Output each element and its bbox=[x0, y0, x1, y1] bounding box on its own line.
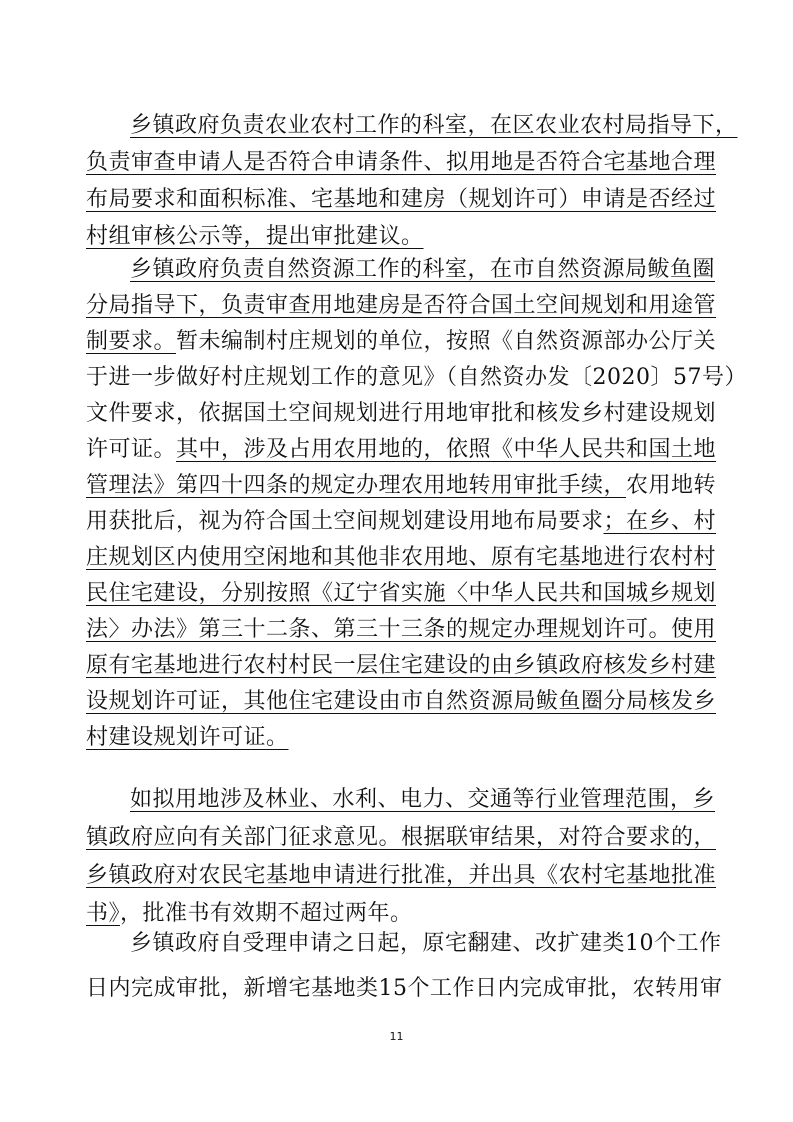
text-line bbox=[86, 112, 750, 140]
underlined-text: 乡镇政府对农民宅基地申请进行批准，并出具《农村宅基地批准 bbox=[86, 863, 717, 888]
text-segment: ，批准书有效期不超过两年。 bbox=[120, 901, 413, 926]
text-line bbox=[86, 472, 717, 500]
text-line bbox=[86, 688, 717, 716]
underlined-text: 负责审查申请人是否符合申请条件、拟用地是否符合宅基地合理 bbox=[86, 150, 717, 175]
text-segment: 用获批后，视为符合国土空间规划建设用地布局要求 bbox=[86, 509, 604, 534]
text-line bbox=[86, 436, 717, 464]
underlined-text: 乡镇政府负责农业农村工作的科室，在区农业农村局指导下， bbox=[130, 113, 738, 138]
underlined-text: 原有宅基地进行农村村民一层住宅建设的由乡镇政府核发乡村建 bbox=[86, 653, 717, 678]
underlined-text: 法〉办法》第三十二条、第三十三条的规定办理规划许可。使用 bbox=[86, 617, 717, 642]
text-line bbox=[86, 328, 717, 356]
text-line bbox=[86, 652, 717, 680]
underlined-text: 乡镇政府负责自然资源工作的科室，在市自然资源局鲅鱼圈 bbox=[130, 257, 716, 282]
text-line bbox=[86, 508, 717, 536]
text-line bbox=[86, 862, 717, 890]
text-segment: 暂未编制村庄规划的单位，按照《自然资源部办公厅关 bbox=[176, 329, 717, 354]
text-line bbox=[86, 616, 717, 644]
underlined-text: 书》 bbox=[86, 901, 121, 926]
text-segment: 日内完成审批，新增宅基地类15个工作日内完成审批，农转用审 bbox=[86, 976, 723, 1001]
text-line bbox=[86, 724, 706, 752]
underlined-text: 庄规划区内使用空闲地和其他非农用地、原有宅基地进行农村村 bbox=[86, 545, 717, 570]
underlined-text: ；在乡、村 bbox=[603, 509, 717, 534]
underlined-text: 民住宅建设，分别按照《辽宁省实施〈中华人民共和国城乡规划 bbox=[86, 581, 717, 606]
text-line bbox=[86, 364, 747, 392]
text-line bbox=[86, 400, 717, 428]
text-line bbox=[86, 975, 723, 1003]
text-line bbox=[86, 223, 706, 251]
underlined-text: 分局指导下，负责审查用地建房是否符合国土空间规划和用途管 bbox=[86, 293, 717, 318]
text-segment: 许可证。 bbox=[86, 437, 177, 462]
text-line bbox=[86, 786, 750, 814]
underlined-text: 布局要求和面积标准、宅基地和建房（规划许可）申请是否经过 bbox=[86, 187, 717, 212]
text-line bbox=[86, 544, 717, 572]
text-segment: 于进一步做好村庄规划工作的意见》（自然资办发〔2020〕57号） bbox=[86, 365, 747, 390]
underlined-text: 镇政府应向有关部门征求意见。根据联审结果，对符合要求的， bbox=[86, 825, 717, 850]
underlined-text: 村建设规划许可证。 bbox=[86, 725, 289, 750]
underlined-text: 设规划许可证，其他住宅建设由市自然资源局鲅鱼圈分局核发乡 bbox=[86, 689, 717, 714]
text-line bbox=[86, 186, 717, 214]
underlined-text: 其中，涉及占用农用地的，依照《中华人民共和国土地 bbox=[176, 437, 717, 462]
text-segment: 农用地转 bbox=[626, 473, 717, 498]
text-line bbox=[86, 256, 750, 284]
text-line bbox=[86, 900, 706, 928]
underlined-text: 村组审核公示等，提出审批建议。 bbox=[86, 224, 424, 249]
text-segment: 乡镇政府自受理申请之日起，原宅翻建、改扩建类10个工作 bbox=[130, 931, 722, 956]
text-line bbox=[86, 824, 717, 852]
underlined-text: 管理法》第四十四条的规定办理农用地转用审批手续， bbox=[86, 473, 627, 498]
text-line bbox=[86, 292, 717, 320]
underlined-text: 如拟用地涉及林业、水利、电力、交通等行业管理范围，乡 bbox=[130, 787, 716, 812]
text-segment: 文件要求，依据国土空间规划进行用地审批和核发乡村建设规划 bbox=[86, 401, 717, 426]
text-line bbox=[86, 580, 717, 608]
text-line bbox=[86, 930, 750, 958]
page-number: 11 bbox=[389, 1030, 404, 1043]
underlined-text: 制要求。 bbox=[86, 329, 177, 354]
text-line bbox=[86, 149, 717, 177]
